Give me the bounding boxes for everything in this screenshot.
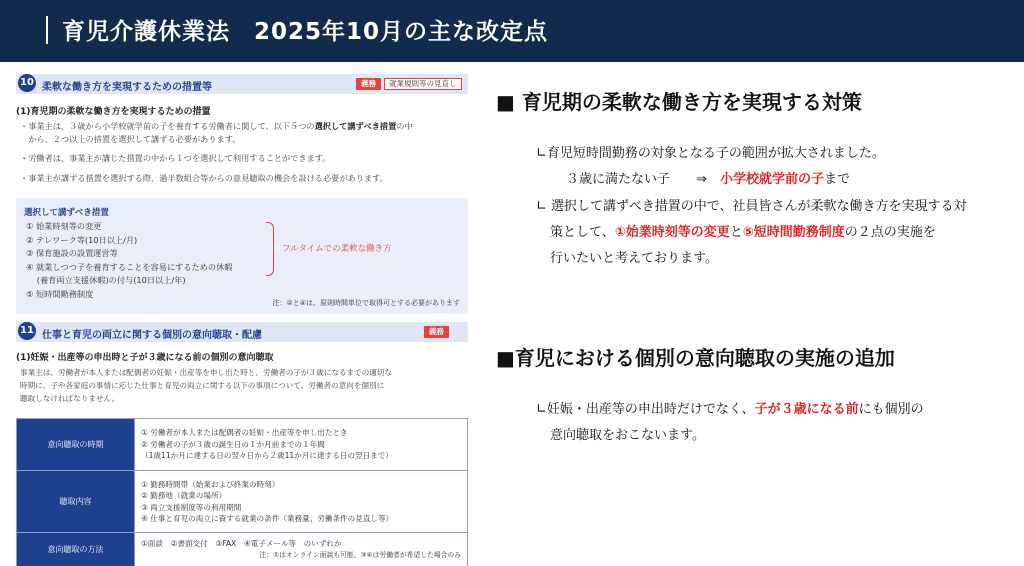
measure-item: ② テレワーク等(10日以上/月): [26, 234, 138, 245]
hearing-table: [16, 418, 468, 566]
measure-item: ① 始業時刻等の変更: [26, 221, 102, 231]
measures-list: [26, 220, 232, 301]
measure-item: ⑤ 短時間勤務制度: [26, 288, 94, 299]
measures-box: [16, 198, 468, 314]
summary-item-3-line2: 意向聴取をおこないます。: [550, 428, 705, 443]
title-divider: [46, 16, 48, 44]
mandatory-badge: 義務: [356, 78, 381, 90]
section-10-bullet-1: ・事業主は、３歳から小学校就学前の子を養育する労働者に関して、以下５つの選択して講ずべき措置の中 から、２つ以上の措置を選択して講ずる必要があります。: [20, 121, 413, 144]
flex-label: フルタイムでの柔軟な働き方: [282, 244, 392, 254]
page-title: 育児介護休業法 2025年10月の主な改定点: [62, 19, 549, 45]
summary-item-2: ∟ 選択して講ずべき措置の中で、社員皆さんが柔軟な働き方を実現する対: [536, 199, 967, 214]
table-row: [17, 533, 468, 566]
flex-bracket: [266, 222, 274, 276]
title-banner: [0, 0, 1024, 62]
table-header-cell: 意向聴取の方法: [17, 533, 135, 566]
table-cell: ① 労働者が本人または配偶者の妊娠・出産等を申し出たとき ② 労働者の子が３歳の誕生日の１か月前までの１年間 （1歳11か月に達する日の翌々日から２歳11か月に達する日の翌日まで）: [135, 419, 468, 471]
section-10-number: 10: [18, 74, 36, 92]
measure-item: (養育両立支援休暇)の付与(10日以上/年): [26, 275, 186, 285]
summary-item-2-line3: 行いたいと考えております。: [550, 251, 718, 266]
table-cell: ①面談 ②書面交付 ③FAX ④電子メール等 のいずれか 注：①はオンライン面談も可能。③④は労働者が希望した場合のみ: [135, 533, 468, 566]
section-10-subtitle: (1)育児期の柔軟な働き方を実現するための措置: [16, 107, 211, 117]
summary-item-1: ∟育児短時間勤務の対象となる子の範囲が拡大されました。: [536, 146, 885, 161]
section-11-subtitle: (1)妊娠・出産等の申出時と子が３歳になる前の個別の意向聴取: [16, 353, 274, 363]
section-10-bullet-2: ・労働者は、事業主が講じた措置の中から１つを選択して利用することができます。: [20, 153, 331, 163]
measure-item: ④ 就業しつつ子を養育することを容易にするための休暇: [26, 261, 233, 272]
table-row: [17, 419, 468, 471]
section-11-number: 11: [18, 322, 36, 340]
section-11-title: 仕事と育児の両立に関する個別の意向聴取・配慮: [42, 330, 262, 341]
summary-item-3: ∟妊娠・出産等の申出時だけでなく、子が３歳になる前にも個別の: [536, 402, 924, 417]
table-row: [17, 471, 468, 533]
measure-item: ③ 保育施設の設置運営等: [26, 248, 118, 258]
measures-title: 選択して講ずべき措置: [24, 208, 109, 218]
rules-review-badge: 就業規則等の見直し: [384, 78, 462, 90]
mandatory-badge: 義務: [424, 326, 449, 338]
summary-item-1-change: ３歳に満たない子 ⇒ 小学校就学前の子まで: [566, 172, 850, 187]
section-10-bullet-3: ・事業主が講ずる措置を選択する際、過半数組合等からの意見聴取の機会を設ける必要があります。: [20, 173, 388, 183]
measures-note: 注：②と④は、原則時間単位で取得可とする必要があります: [272, 299, 460, 307]
table-header-cell: 意向聴取の時期: [17, 419, 135, 471]
section-10-header: [16, 74, 468, 94]
section-10-title: 柔軟な働き方を実現するための措置等: [42, 82, 212, 93]
heading-individual-hearing: ■育児における個別の意向聴取の実施の追加: [496, 346, 895, 370]
document-excerpt: [16, 74, 468, 564]
heading-flexible-work: ■ 育児期の柔軟な働き方を実現する対策: [496, 90, 862, 114]
section-11-header: [16, 322, 468, 342]
summary-item-2-line2: 策として、①始業時刻等の変更と⑤短時間勤務制度の２点の実施を: [550, 225, 936, 240]
section-11-paragraph: 事業主は、労働者が本人または配偶者の妊娠・出産等を申し出た時と、労働者の子が３歳になるまでの適切な 時期に、子や各家庭の事情に応じた仕事と育児の両立に関する以下の事項について、労働者の意向を個別に 聴取しなければなりません。: [20, 368, 393, 403]
table-cell: ① 勤務時間帯（始業および終業の時刻） ② 勤務地（就業の場所） ③ 両立支援制度等の利用期間 ④ 仕事と育児の両立に資する就業の条件（業務量、労働条件の見直し等）: [135, 471, 468, 533]
table-header-cell: 聴取内容: [17, 471, 135, 533]
